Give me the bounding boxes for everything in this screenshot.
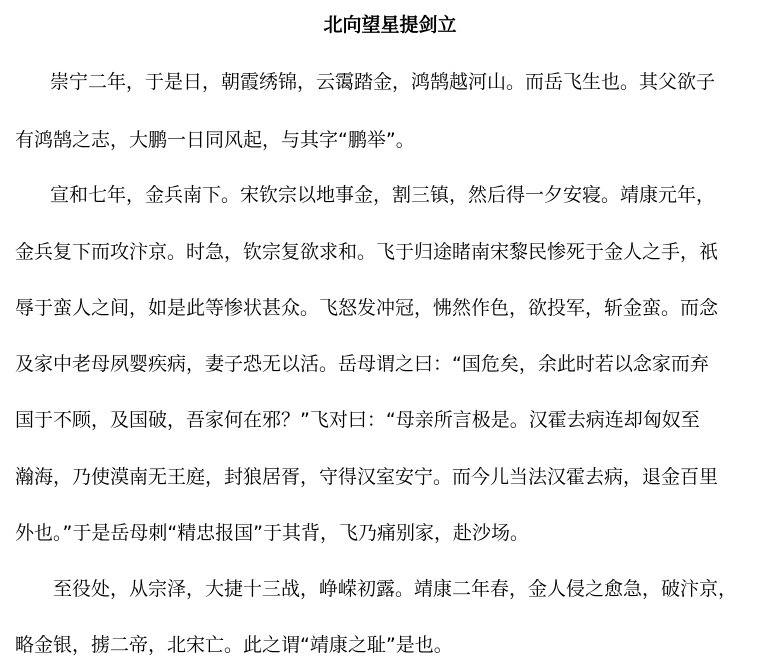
text-line: 瀚海，乃使漠南无王庭，封狼居胥，守得汉室安宁。而今儿当法汉霍去病，退金百里: [15, 466, 719, 488]
text-line: 至役处，从宗泽，大捷十三战，峥嵘初露。靖康二年春，金人侵之愈急，破汴京，: [53, 578, 738, 600]
text-line: 外也。”于是岳母刺“精忠报国”于其背，飞乃痛别家，赴沙场。: [15, 522, 530, 544]
text-line: 辱于蛮人之间，如是此等惨状甚众。飞怒发冲冠，怫然作色，欲投军，斩金蛮。而念: [15, 297, 719, 319]
text-line: 崇宁二年，于是日，朝霞绣锦，云霭踏金，鸿鹄越河山。而岳飞生也。其父欲子: [50, 71, 716, 93]
text-line: 有鸿鹄之志，大鹏一日同风起，与其字“鹏举”。: [15, 129, 415, 151]
text-line: 国于不顾，及国破，吾家何在邪？”飞对曰：“母亲所言极是。汉霍去病连却匈奴至: [15, 409, 700, 431]
text-line: 略金银，掳二帝，北宋亡。此之谓“靖康之耻”是也。: [15, 634, 453, 656]
page-title: 北向望星提剑立: [323, 14, 457, 36]
text-line: 宣和七年，金兵南下。宋钦宗以地事金，割三镇，然后得一夕安寝。靖康元年，: [50, 184, 716, 206]
text-line: 金兵复下而攻汴京。时急，钦宗复欲求和。飞于归途睹南宋黎民惨死于金人之手，祇: [15, 241, 719, 263]
text-line: 及家中老母夙婴疾病，妻子恐无以活。岳母谓之曰：“国危矣，余此时若以念家而弃: [15, 353, 709, 375]
